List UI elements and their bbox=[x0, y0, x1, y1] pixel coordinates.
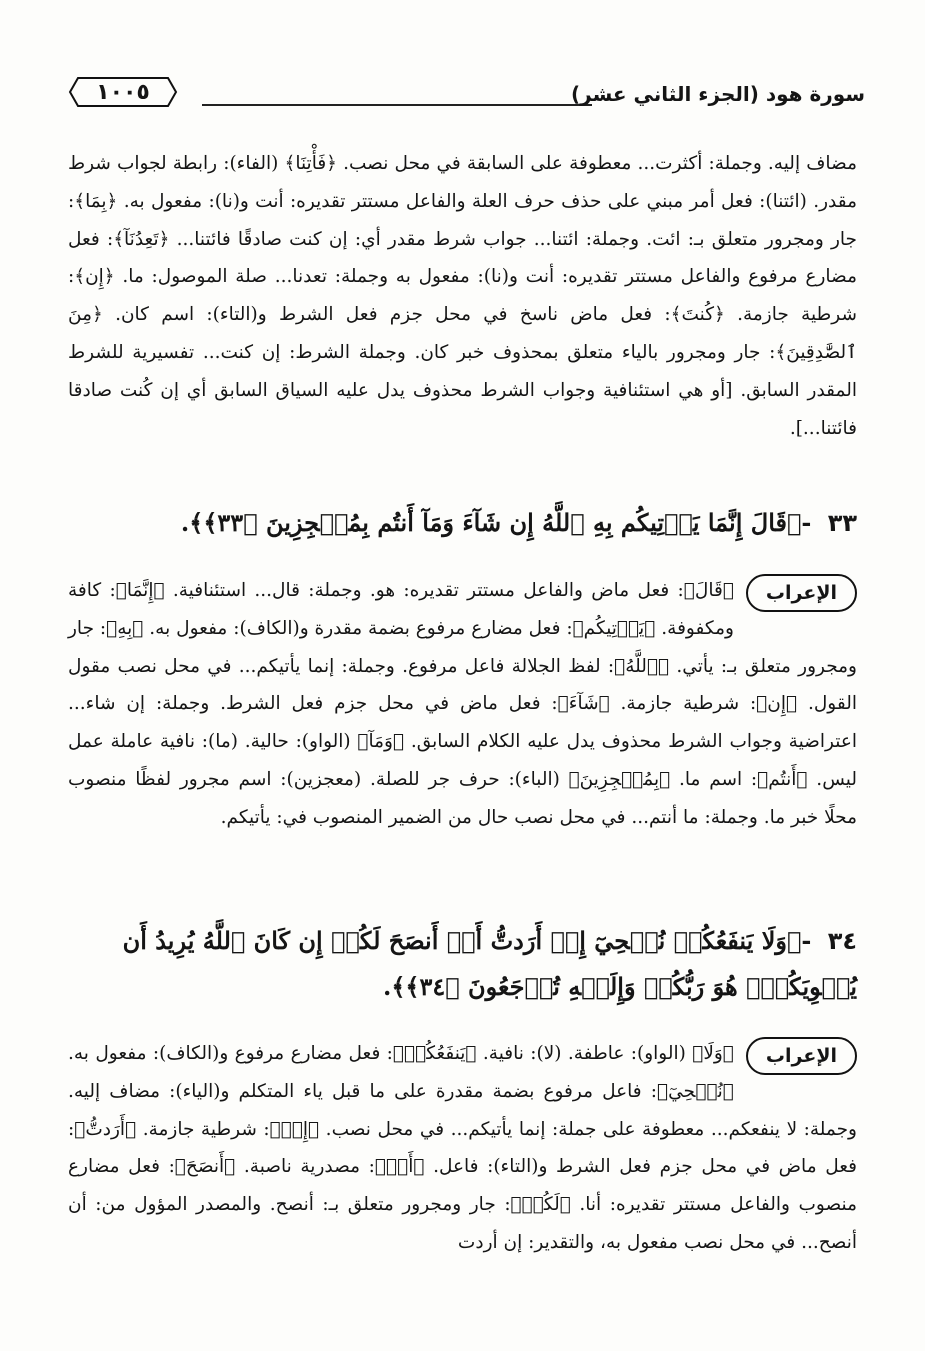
page-number-badge bbox=[68, 74, 178, 110]
page-header bbox=[60, 70, 865, 120]
page-number: ١٠٠٥ bbox=[96, 79, 150, 105]
irab-text: ﴿قَالَ﴾: فعل ماض والفاعل مستتر تقديره: هو. وجملة: قال... استئنافية. ﴿إِنَّمَا﴾: كافة ومكفوفة. ﴿يَأۡتِيكُم﴾: فعل مضارع مرفوع بضمة مقدرة و(الكاف): مفعول به. ﴿بِهِ﴾: جار ومجرور متعلق بـ: يأتي. ﴿ٱللَّهُ﴾: لفظ الجلالة فاعل مرفوع. وجملة: إنما يأتيكم... في محل نصب مقول القول. ﴿إِن﴾: شرطية جازمة. ﴿شَآءَ﴾: فعل ماض في محل جزم فعل الشرط. وجملة: إن شاء... اعتراضية وجواب الشرط محذوف يدل عليه الكلام السابق. ﴿وَمَآ﴾ (الواو): حالية. (ما): نافية عاملة عمل ليس. ﴿أَنتُم﴾: اسم ما. ﴿بِمُعۡجِزِينَ﴾ (الباء): حرف جر للصلة. (معجزين): اسم مجرور لفظًا منصوب محلًا خبر ما. وجملة: ما أنتم... في محل نصب حال من الضمير المنصوب في: يأتيكم. bbox=[68, 580, 857, 828]
header-rule bbox=[202, 104, 592, 106]
irab-text: ﴿وَلَا﴾ (الواو): عاطفة. (لا): نافية. ﴿يَنفَعُكُمۡ﴾: فعل مضارع مرفوع و(الكاف): مفعول به. ﴿نُصۡحِيٓ﴾: فاعل مرفوع بضمة مقدرة على ما قبل ياء المتكلم و(الياء): مضاف إليه. وجملة: لا ينفعكم... معطوفة على جملة: إنما يأتيكم... في محل نصب. ﴿إِنۡ﴾: شرطية جازمة. ﴿أَرَدتُّ﴾: فعل ماض في محل جزم فعل الشرط و(التاء): فاعل. ﴿أَنۡ﴾: مصدرية ناصبة. ﴿أَنصَحَ﴾: فعل مضارع منصوب والفاعل مستتر تقديره: أنا. ﴿لَكُمۡ﴾: جار ومجرور متعلق بـ: أنصح. والمصدر المؤول من: أن أنصح... في محل نصب مفعول به، والتقدير: إن أردت bbox=[68, 1043, 857, 1253]
page-title: سورة هود (الجزء الثاني عشر) bbox=[570, 82, 865, 106]
verse-text: -﴿قَالَ إِنَّمَا يَأۡتِيكُم بِهِ ٱللَّهُ إِن شَآءَ وَمَآ أَنتُم بِمُعۡجِزِينَ ﴿٣٣﴾﴾. bbox=[180, 508, 812, 537]
verse-number: ٣٣ bbox=[827, 509, 857, 537]
verse-text: -﴿وَلَا يَنفَعُكُمۡ نُصۡحِيٓ إِنۡ أَرَدتُّ أَنۡ أَنصَحَ لَكُمۡ إِن كَانَ ٱللَّهُ يُرِيدُ أَن يُغۡوِيَكُمۡۚ هُوَ رَبُّكُمۡ وَإِلَيۡهِ تُرۡجَعُونَ ﴿٣٤﴾﴾. bbox=[122, 926, 857, 1001]
irab-section-33 bbox=[68, 572, 857, 837]
irab-label: الإعراب bbox=[746, 1037, 857, 1075]
verse-34 bbox=[62, 918, 857, 1010]
verse-number: ٣٤ bbox=[827, 927, 857, 955]
verse-33 bbox=[62, 500, 857, 546]
continuation-paragraph: مضاف إليه. وجملة: أكثرت... معطوفة على السابقة في محل نصب. ﴿فَأْتِنَا﴾ (الفاء): رابطة لجواب شرط مقدر. (ائتنا): فعل أمر مبني على حذف حرف العلة والفاعل مستتر تقديره: أنت و(نا): مفعول به. ﴿بِمَا﴾: جار ومجرور متعلق بـ: ائت. وجملة: ائتنا... جواب شرط مقدر أي: إن كنت صادقًا فائتنا... ﴿تَعِدُنَآ﴾: فعل مضارع مرفوع والفاعل مستتر تقديره: أنت و(نا): مفعول به وجملة: تعدنا... صلة الموصول: ما. ﴿إِن﴾: شرطية جازمة. ﴿كُنتَ﴾: فعل ماض ناسخ في محل جزم فعل الشرط و(التاء): اسم كان. ﴿مِنَ ٱلصَّٰدِقِينَ﴾: جار ومجرور بالياء متعلق بمحذوف خبر كان. وجملة الشرط: إن كنت... تفسيرية للشرط المقدر السابق. [أو هي استئنافية وجواب الشرط محذوف يدل عليه السياق السابق أي إن كُنت صادقا فائتنا...]. bbox=[68, 153, 857, 439]
irab-section-34 bbox=[68, 1035, 857, 1262]
irab-label: الإعراب bbox=[746, 574, 857, 612]
